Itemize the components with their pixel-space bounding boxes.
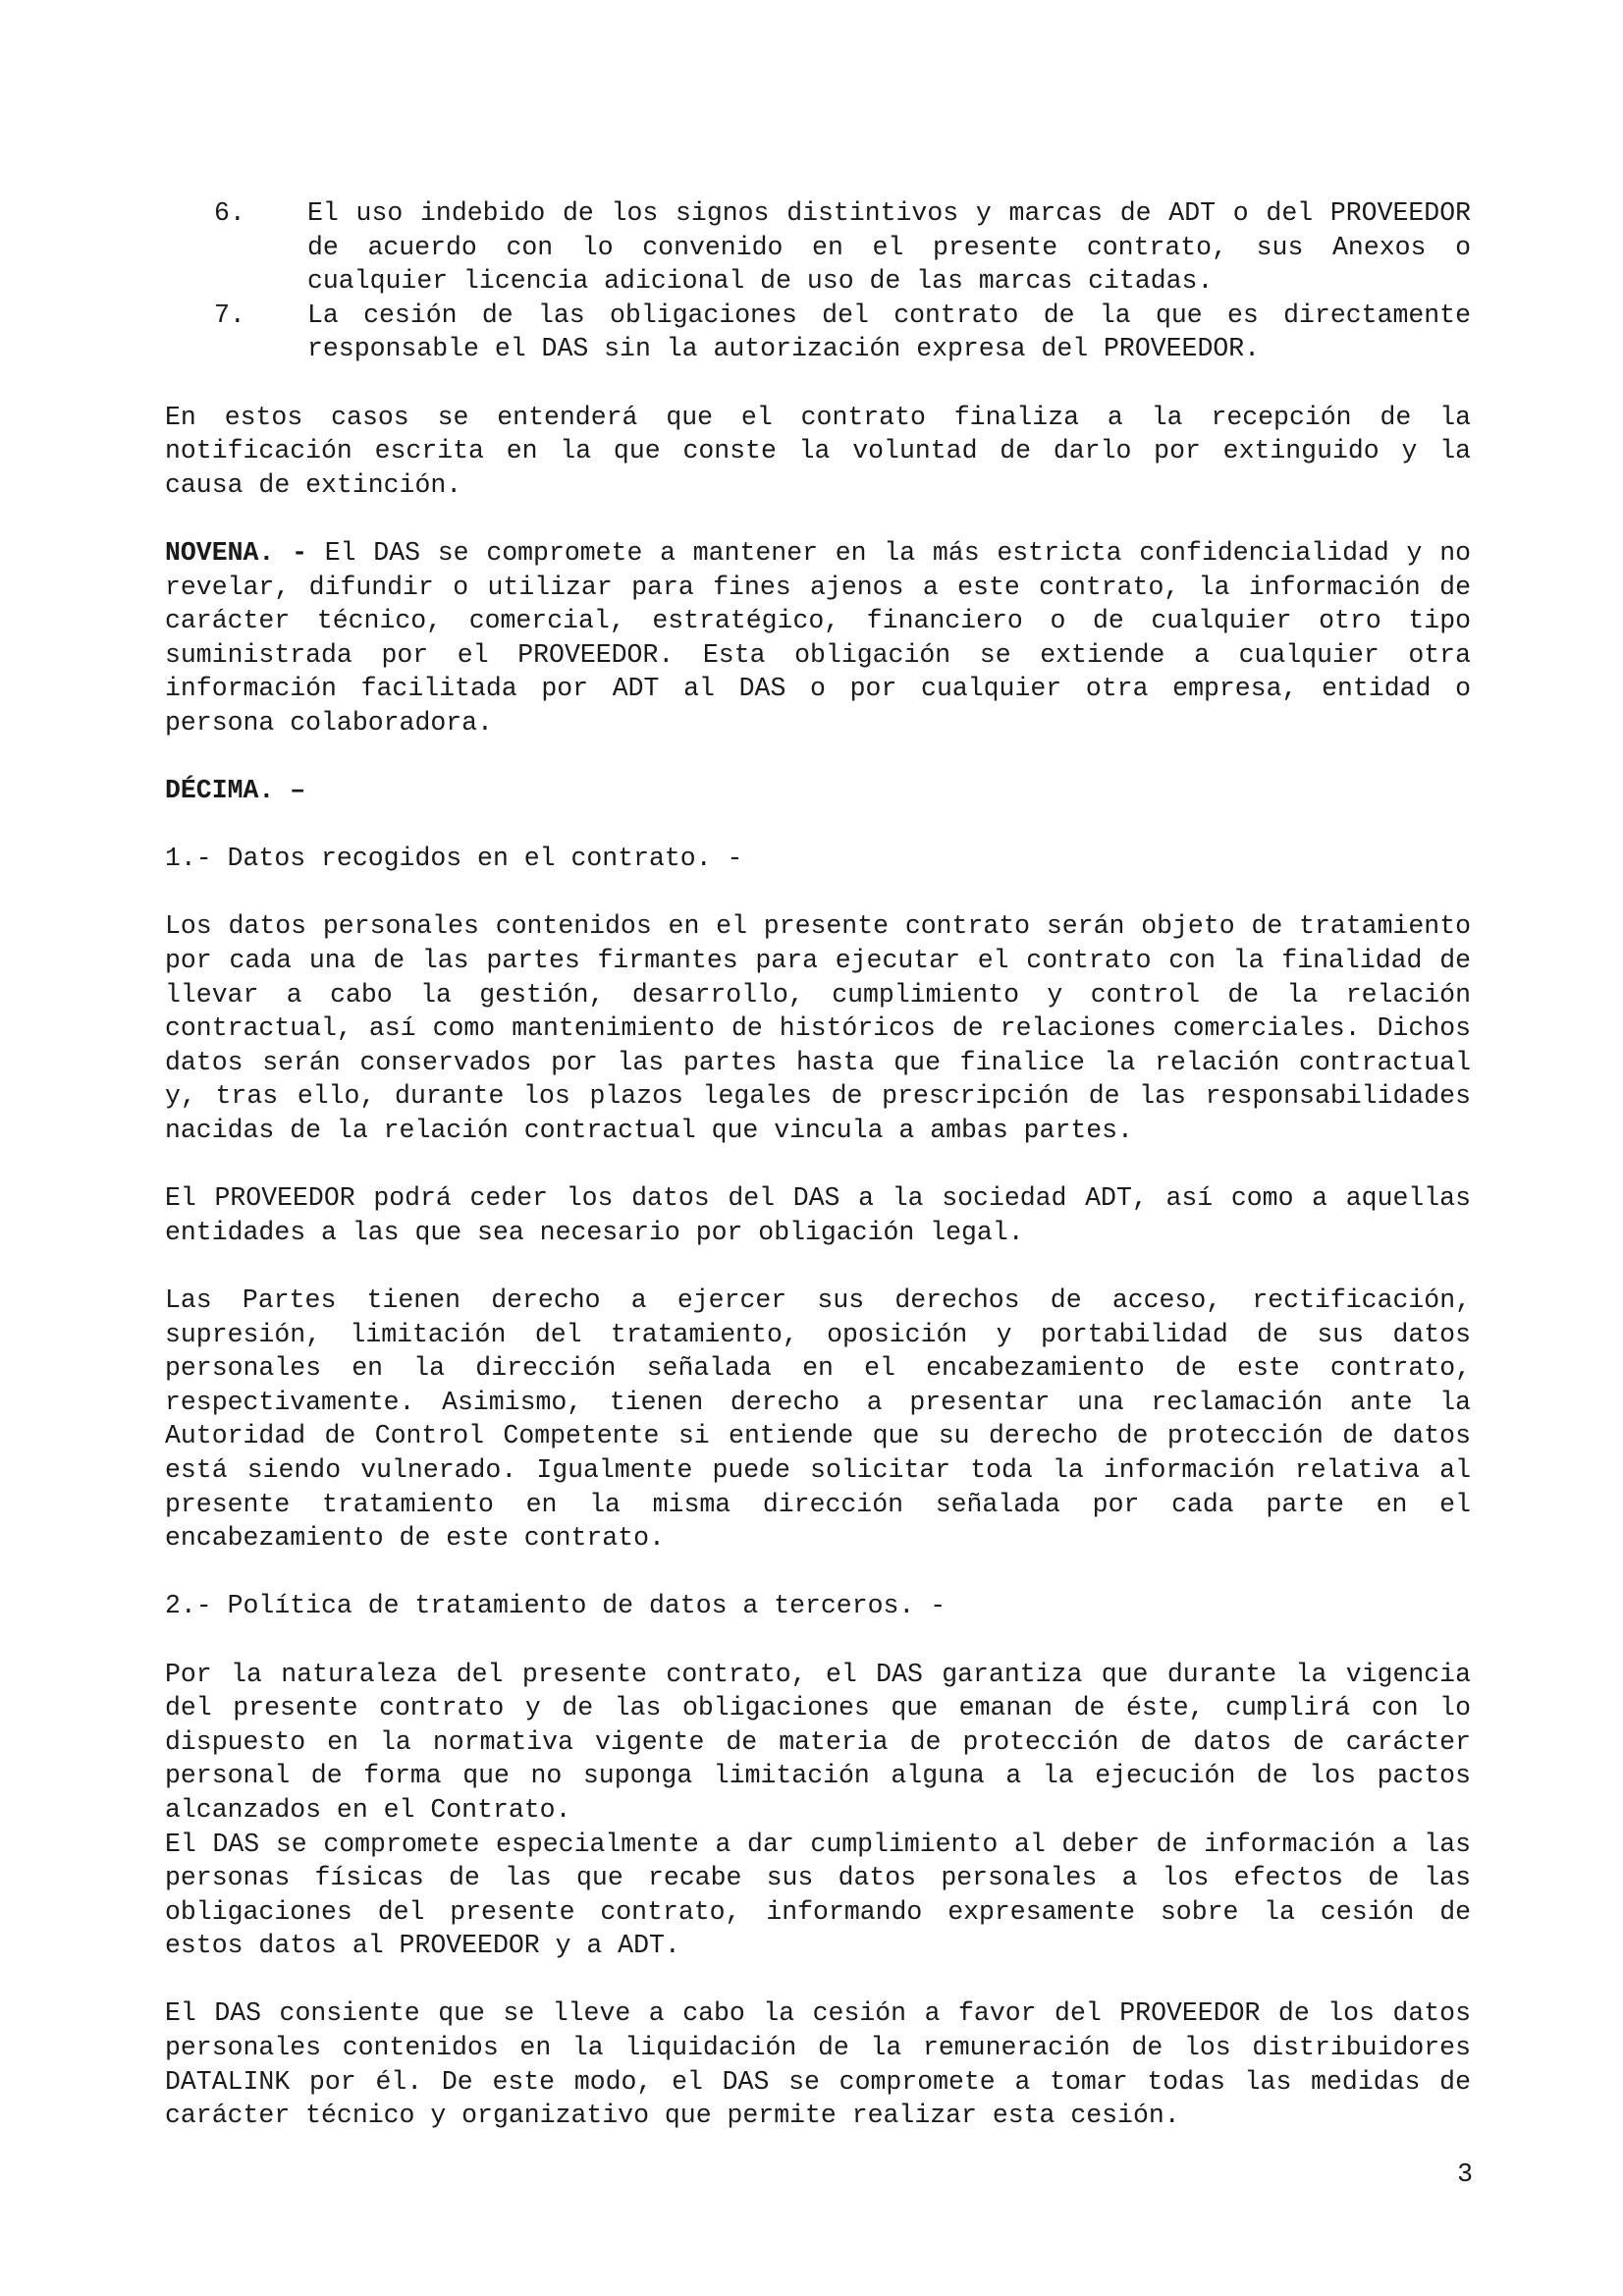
paragraph: El DAS se compromete especialmente a dar cumplimiento al deber de información a las personas físicas de las que recabe sus datos personales a los efectos de las obligaciones del presente contrato, informando expresamente sobre la cesión de estos datos al PROVEEDOR y a ADT. bbox=[165, 1829, 1471, 1961]
list-item bbox=[165, 196, 1471, 299]
list-item bbox=[165, 299, 1471, 366]
list-item-text: El uso indebido de los signos distintivos y marcas de ADT o del PROVEEDOR de acuerdo con lo convenido en el presente contrato, sus Anexos o cualquier licencia adicional de uso de las marcas citadas. bbox=[307, 198, 1471, 297]
clause-heading: DÉCIMA. – bbox=[165, 776, 306, 806]
paragraph: El PROVEEDOR podrá ceder los datos del DAS a la sociedad ADT, así como a aquellas entidades a las que sea necesario por obligación legal. bbox=[165, 1183, 1471, 1247]
termination-causes-list bbox=[165, 196, 1471, 366]
paragraph: Los datos personales contenidos en el presente contrato serán objeto de tratamiento por cada una de las partes firmantes para ejecutar el contrato con la finalidad de llevar a cabo la gestión, desarrollo, cumplimiento y control de la relación contractual, así como mantenimiento de históricos de relaciones comerciales. Dichos datos serán conservados por las partes hasta que finalice la relación contractual y, tras ello, durante los plazos legales de prescripción de las responsabilidades nacidas de la relación contractual que vincula a ambas partes. bbox=[165, 911, 1471, 1146]
section-title: 1.- Datos recogidos en el contrato. - bbox=[165, 844, 743, 874]
clause-novena bbox=[165, 536, 1471, 740]
list-item-text: La cesión de las obligaciones del contrato de la que es directamente responsable el DAS sin la autorización expresa del PROVEEDOR. bbox=[307, 300, 1471, 364]
section-title: 2.- Política de tratamiento de datos a terceros. - bbox=[165, 1591, 947, 1621]
paragraph: Las Partes tienen derecho a ejercer sus derechos de acceso, rectificación, supresión, limitación del tratamiento, oposición y portabilidad de sus datos personales en la dirección señalada en el encabezamiento de este contrato, respectivamente. Asimismo, tienen derecho a presentar una reclamación ante la Autoridad de Control Competente si entiende que su derecho de protección de datos está siendo vulnerado. Igualmente puede solicitar toda la información relativa al presente tratamiento en la misma dirección señalada por cada parte en el encabezamiento de este contrato. bbox=[165, 1285, 1471, 1554]
document-body bbox=[165, 196, 1471, 2166]
clause-decima-heading bbox=[165, 774, 1471, 808]
clause-heading: NOVENA. - bbox=[165, 537, 307, 568]
paragraph: El DAS consiente que se lleve a cabo la cesión a favor del PROVEEDOR de los datos personales contenidos en la liquidación de la remuneración de los distribuidores DATALINK por él. De este modo, el DAS se compromete a tomar todas las medidas de carácter técnico y organizativo que permite realizar esta cesión. bbox=[165, 1998, 1471, 2131]
list-item-number: 6. bbox=[214, 198, 245, 228]
list-item-number: 7. bbox=[214, 300, 245, 330]
extinction-paragraph: En estos casos se entenderá que el contrato finaliza a la recepción de la notificación escrita en la que conste la voluntad de darlo por extinguido y la causa de extinción. bbox=[165, 402, 1471, 500]
clause-text: El DAS se compromete a mantener en la más estricta confidencialidad y no revelar, difundir o utilizar para fines ajenos a este contrato, la información de carácter técnico, comercial, estratégico, financiero o de cualquier otro tipo suministrada por el PROVEEDOR. Esta obligación se extiende a cualquier otra información facilitada por ADT al DAS o por cualquier otra empresa, entidad o persona colaboradora. bbox=[165, 537, 1472, 738]
paragraph: Por la naturaleza del presente contrato, el DAS garantiza que durante la vigencia del presente contrato y de las obligaciones que emanan de éste, cumplirá con lo dispuesto en la normativa vigente de materia de protección de datos de carácter personal de forma que no suponga limitación alguna a la ejecución de los pactos alcanzados en el Contrato. bbox=[165, 1659, 1471, 1825]
page-number: 3 bbox=[1457, 2159, 1473, 2189]
